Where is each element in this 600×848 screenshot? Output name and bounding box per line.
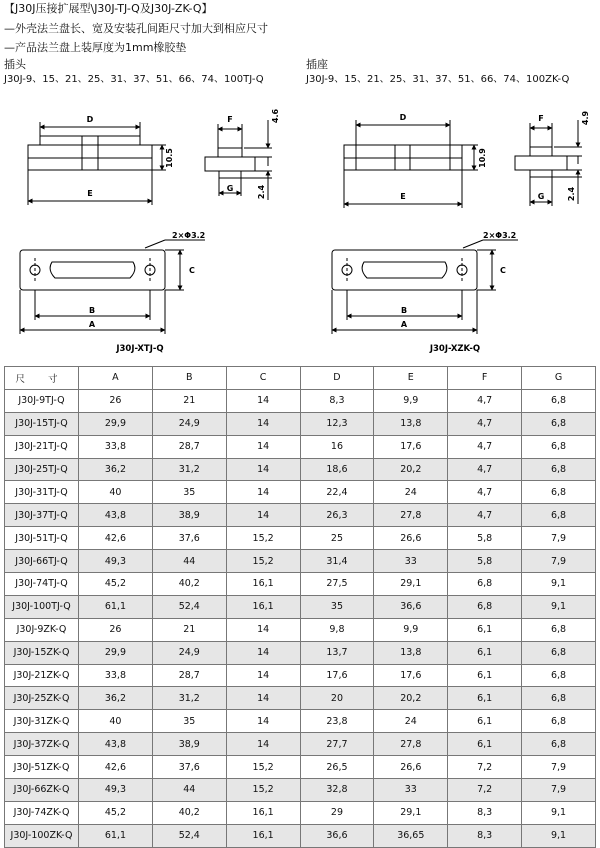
cell-d: 18,6: [300, 458, 374, 481]
table-row: [5, 504, 596, 527]
cell-c: 14: [226, 504, 300, 527]
cell-b: 28,7: [152, 435, 226, 458]
cell-f: 7,2: [448, 756, 522, 779]
cell-e: 33: [374, 779, 448, 802]
cell-g: 9,1: [522, 573, 596, 596]
cell-c: 16,1: [226, 595, 300, 618]
table-row: [5, 733, 596, 756]
cell-d: 32,8: [300, 779, 374, 802]
cell-a: 61,1: [79, 824, 153, 847]
cell-c: 15,2: [226, 527, 300, 550]
cell-e: 13,8: [374, 412, 448, 435]
cell-a: 43,8: [79, 733, 153, 756]
socket-front-view: [344, 120, 478, 208]
cell-c: 14: [226, 458, 300, 481]
cell-e: 9,9: [374, 389, 448, 412]
cell-g: 7,9: [522, 550, 596, 573]
cell-g: 9,1: [522, 824, 596, 847]
socket-dim-height: 10.9: [478, 148, 487, 168]
cell-g: 6,8: [522, 710, 596, 733]
cell-d: 35: [300, 595, 374, 618]
cell-d: 22,4: [300, 481, 374, 504]
cell-c: 14: [226, 435, 300, 458]
cell-d: 8,3: [300, 389, 374, 412]
note-flange-size: —外壳法兰盘长、宽及安装孔间距尺寸加大到相应尺寸: [4, 22, 268, 35]
cell-a: 29,9: [79, 412, 153, 435]
cell-g: 6,8: [522, 389, 596, 412]
cell-e: 27,8: [374, 733, 448, 756]
cell-g: 7,9: [522, 527, 596, 550]
cell-model: J30J-15ZK-Q: [5, 641, 79, 664]
table-row: [5, 527, 596, 550]
plug-dim-bottom: 2.4: [257, 184, 266, 200]
header-size: 尺 寸: [5, 367, 79, 390]
cell-a: 61,1: [79, 595, 153, 618]
cell-f: 4,7: [448, 435, 522, 458]
cell-g: 6,8: [522, 618, 596, 641]
plug-dim-d: D: [86, 115, 94, 124]
table-row: [5, 458, 596, 481]
cell-f: 4,7: [448, 481, 522, 504]
cell-e: 20,2: [374, 687, 448, 710]
cell-b: 44: [152, 550, 226, 573]
cell-b: 21: [152, 618, 226, 641]
cell-model: J30J-21ZK-Q: [5, 664, 79, 687]
header-d: D: [300, 367, 374, 390]
socket-dim-g: G: [537, 192, 545, 201]
cell-e: 26,6: [374, 527, 448, 550]
cell-e: 24: [374, 481, 448, 504]
cell-d: 31,4: [300, 550, 374, 573]
cell-model: J30J-37ZK-Q: [5, 733, 79, 756]
cell-model: J30J-100ZK-Q: [5, 824, 79, 847]
cell-b: 31,2: [152, 687, 226, 710]
cell-e: 17,6: [374, 664, 448, 687]
socket-dim-e: E: [400, 192, 406, 201]
cell-f: 4,7: [448, 458, 522, 481]
cell-c: 15,2: [226, 779, 300, 802]
table-row: [5, 618, 596, 641]
socket-dim-f: F: [538, 114, 544, 123]
plug-dim-a: A: [88, 320, 96, 329]
cell-g: 6,8: [522, 504, 596, 527]
plug-flange-view: [20, 240, 205, 334]
cell-g: 6,8: [522, 641, 596, 664]
table-row: [5, 801, 596, 824]
table-row: [5, 756, 596, 779]
cell-g: 9,1: [522, 595, 596, 618]
cell-a: 40: [79, 710, 153, 733]
cell-model: J30J-9ZK-Q: [5, 618, 79, 641]
cell-model: J30J-37TJ-Q: [5, 504, 79, 527]
cell-b: 21: [152, 389, 226, 412]
cell-e: 33: [374, 550, 448, 573]
cell-f: 6,8: [448, 573, 522, 596]
cell-g: 6,8: [522, 481, 596, 504]
cell-c: 14: [226, 687, 300, 710]
cell-b: 52,4: [152, 824, 226, 847]
cell-d: 36,6: [300, 824, 374, 847]
cell-d: 27,5: [300, 573, 374, 596]
cell-a: 29,9: [79, 641, 153, 664]
cell-a: 36,2: [79, 458, 153, 481]
cell-a: 45,2: [79, 573, 153, 596]
table-row: [5, 435, 596, 458]
cell-c: 14: [226, 664, 300, 687]
cell-model: J30J-74ZK-Q: [5, 801, 79, 824]
cell-b: 35: [152, 481, 226, 504]
cell-f: 4,7: [448, 412, 522, 435]
cell-b: 28,7: [152, 664, 226, 687]
socket-hole-note: 2×Φ3.2: [483, 231, 517, 240]
cell-a: 33,8: [79, 664, 153, 687]
table-row: [5, 824, 596, 847]
cell-d: 26,3: [300, 504, 374, 527]
cell-d: 23,8: [300, 710, 374, 733]
cell-a: 40: [79, 481, 153, 504]
cell-c: 14: [226, 710, 300, 733]
cell-a: 26: [79, 389, 153, 412]
header-e: E: [374, 367, 448, 390]
cell-a: 49,3: [79, 779, 153, 802]
table-row: [5, 595, 596, 618]
cell-f: 6,8: [448, 595, 522, 618]
table-row: [5, 412, 596, 435]
plug-dim-g: G: [226, 184, 234, 193]
socket-label: 插座: [306, 58, 328, 71]
cell-f: 6,1: [448, 641, 522, 664]
cell-c: 16,1: [226, 801, 300, 824]
cell-b: 44: [152, 779, 226, 802]
cell-g: 6,8: [522, 412, 596, 435]
socket-dim-a: A: [400, 320, 408, 329]
cell-d: 29: [300, 801, 374, 824]
table-row: [5, 687, 596, 710]
cell-g: 6,8: [522, 687, 596, 710]
cell-a: 42,6: [79, 527, 153, 550]
cell-c: 16,1: [226, 824, 300, 847]
plug-dim-height: 10.5: [165, 148, 174, 168]
cell-c: 15,2: [226, 756, 300, 779]
cell-d: 16: [300, 435, 374, 458]
page-title: 【J30J压接扩展型\J30J-TJ-Q及J30J-ZK-Q】: [4, 2, 213, 15]
cell-f: 7,2: [448, 779, 522, 802]
table-row: [5, 573, 596, 596]
cell-g: 9,1: [522, 801, 596, 824]
cell-b: 40,2: [152, 801, 226, 824]
table-row: [5, 389, 596, 412]
cell-g: 6,8: [522, 733, 596, 756]
cell-a: 49,3: [79, 550, 153, 573]
cell-g: 6,8: [522, 435, 596, 458]
cell-a: 33,8: [79, 435, 153, 458]
table-row: [5, 779, 596, 802]
cell-a: 26: [79, 618, 153, 641]
cell-d: 17,6: [300, 664, 374, 687]
plug-dim-top: 4.6: [271, 108, 280, 124]
cell-d: 26,5: [300, 756, 374, 779]
cell-e: 27,8: [374, 504, 448, 527]
socket-dim-b: B: [400, 306, 408, 315]
cell-c: 16,1: [226, 573, 300, 596]
cell-e: 17,6: [374, 435, 448, 458]
header-a: A: [79, 367, 153, 390]
socket-flange-view: [332, 240, 518, 334]
cell-a: 45,2: [79, 801, 153, 824]
cell-e: 20,2: [374, 458, 448, 481]
cell-e: 9,9: [374, 618, 448, 641]
cell-model: J30J-9TJ-Q: [5, 389, 79, 412]
plug-caption: J30J-XTJ-Q: [116, 344, 164, 354]
socket-models: J30J-9、15、21、25、31、37、51、66、74、100ZK-Q: [306, 74, 570, 85]
cell-e: 26,6: [374, 756, 448, 779]
cell-f: 6,1: [448, 618, 522, 641]
cell-e: 36,6: [374, 595, 448, 618]
cell-c: 14: [226, 412, 300, 435]
cell-a: 42,6: [79, 756, 153, 779]
plug-dim-b: B: [88, 306, 96, 315]
cell-model: J30J-31ZK-Q: [5, 710, 79, 733]
header-f: F: [448, 367, 522, 390]
cell-model: J30J-74TJ-Q: [5, 573, 79, 596]
plug-dim-c: C: [189, 266, 195, 275]
cell-b: 37,6: [152, 527, 226, 550]
cell-model: J30J-25TJ-Q: [5, 458, 79, 481]
cell-g: 7,9: [522, 779, 596, 802]
cell-model: J30J-66TJ-Q: [5, 550, 79, 573]
table-row: [5, 641, 596, 664]
cell-model: J30J-51TJ-Q: [5, 527, 79, 550]
cell-f: 8,3: [448, 801, 522, 824]
table-row: [5, 550, 596, 573]
cell-f: 6,1: [448, 664, 522, 687]
cell-f: 8,3: [448, 824, 522, 847]
cell-g: 7,9: [522, 756, 596, 779]
header-b: B: [152, 367, 226, 390]
dimension-table: [4, 366, 596, 848]
plug-label: 插头: [4, 58, 26, 71]
plug-dim-e: E: [87, 189, 93, 198]
table-row: [5, 664, 596, 687]
cell-b: 24,9: [152, 412, 226, 435]
cell-f: 6,1: [448, 710, 522, 733]
cell-b: 38,9: [152, 504, 226, 527]
cell-f: 6,1: [448, 733, 522, 756]
plug-front-view: [28, 122, 166, 205]
cell-e: 36,65: [374, 824, 448, 847]
cell-e: 13,8: [374, 641, 448, 664]
cell-model: J30J-15TJ-Q: [5, 412, 79, 435]
note-rubber-pad: —产品法兰盘上装厚度为1mm橡胶垫: [4, 41, 187, 54]
socket-dim-bottom: 2.4: [567, 186, 576, 202]
cell-model: J30J-21TJ-Q: [5, 435, 79, 458]
cell-e: 24: [374, 710, 448, 733]
cell-b: 37,6: [152, 756, 226, 779]
cell-b: 52,4: [152, 595, 226, 618]
cell-model: J30J-31TJ-Q: [5, 481, 79, 504]
cell-model: J30J-100TJ-Q: [5, 595, 79, 618]
cell-c: 14: [226, 618, 300, 641]
cell-c: 14: [226, 389, 300, 412]
socket-dim-top: 4.9: [581, 110, 590, 126]
cell-b: 31,2: [152, 458, 226, 481]
cell-b: 24,9: [152, 641, 226, 664]
cell-c: 14: [226, 733, 300, 756]
cell-b: 35: [152, 710, 226, 733]
socket-caption: J30J-XZK-Q: [429, 344, 481, 354]
plug-dim-f: F: [227, 115, 233, 124]
cell-b: 38,9: [152, 733, 226, 756]
plug-models: J30J-9、15、21、25、31、37、51、66、74、100TJ-Q: [4, 74, 264, 85]
cell-e: 29,1: [374, 801, 448, 824]
cell-g: 6,8: [522, 458, 596, 481]
connector-drawings: [0, 100, 600, 362]
cell-d: 9,8: [300, 618, 374, 641]
cell-f: 5,8: [448, 527, 522, 550]
cell-d: 25: [300, 527, 374, 550]
socket-dim-d: D: [399, 113, 407, 122]
cell-model: J30J-66ZK-Q: [5, 779, 79, 802]
table-row: [5, 481, 596, 504]
plug-hole-note: 2×Φ3.2: [172, 231, 206, 240]
header-c: C: [226, 367, 300, 390]
cell-a: 43,8: [79, 504, 153, 527]
socket-dim-c: C: [500, 266, 506, 275]
cell-d: 20: [300, 687, 374, 710]
cell-c: 14: [226, 481, 300, 504]
cell-f: 4,7: [448, 389, 522, 412]
table-row: [5, 710, 596, 733]
cell-c: 15,2: [226, 550, 300, 573]
cell-model: J30J-25ZK-Q: [5, 687, 79, 710]
cell-f: 5,8: [448, 550, 522, 573]
header-g: G: [522, 367, 596, 390]
cell-f: 6,1: [448, 687, 522, 710]
cell-b: 40,2: [152, 573, 226, 596]
cell-g: 6,8: [522, 664, 596, 687]
cell-c: 14: [226, 641, 300, 664]
cell-d: 27,7: [300, 733, 374, 756]
cell-e: 29,1: [374, 573, 448, 596]
cell-d: 12,3: [300, 412, 374, 435]
cell-model: J30J-51ZK-Q: [5, 756, 79, 779]
cell-a: 36,2: [79, 687, 153, 710]
cell-f: 4,7: [448, 504, 522, 527]
table-header-row: [5, 367, 596, 390]
cell-d: 13,7: [300, 641, 374, 664]
